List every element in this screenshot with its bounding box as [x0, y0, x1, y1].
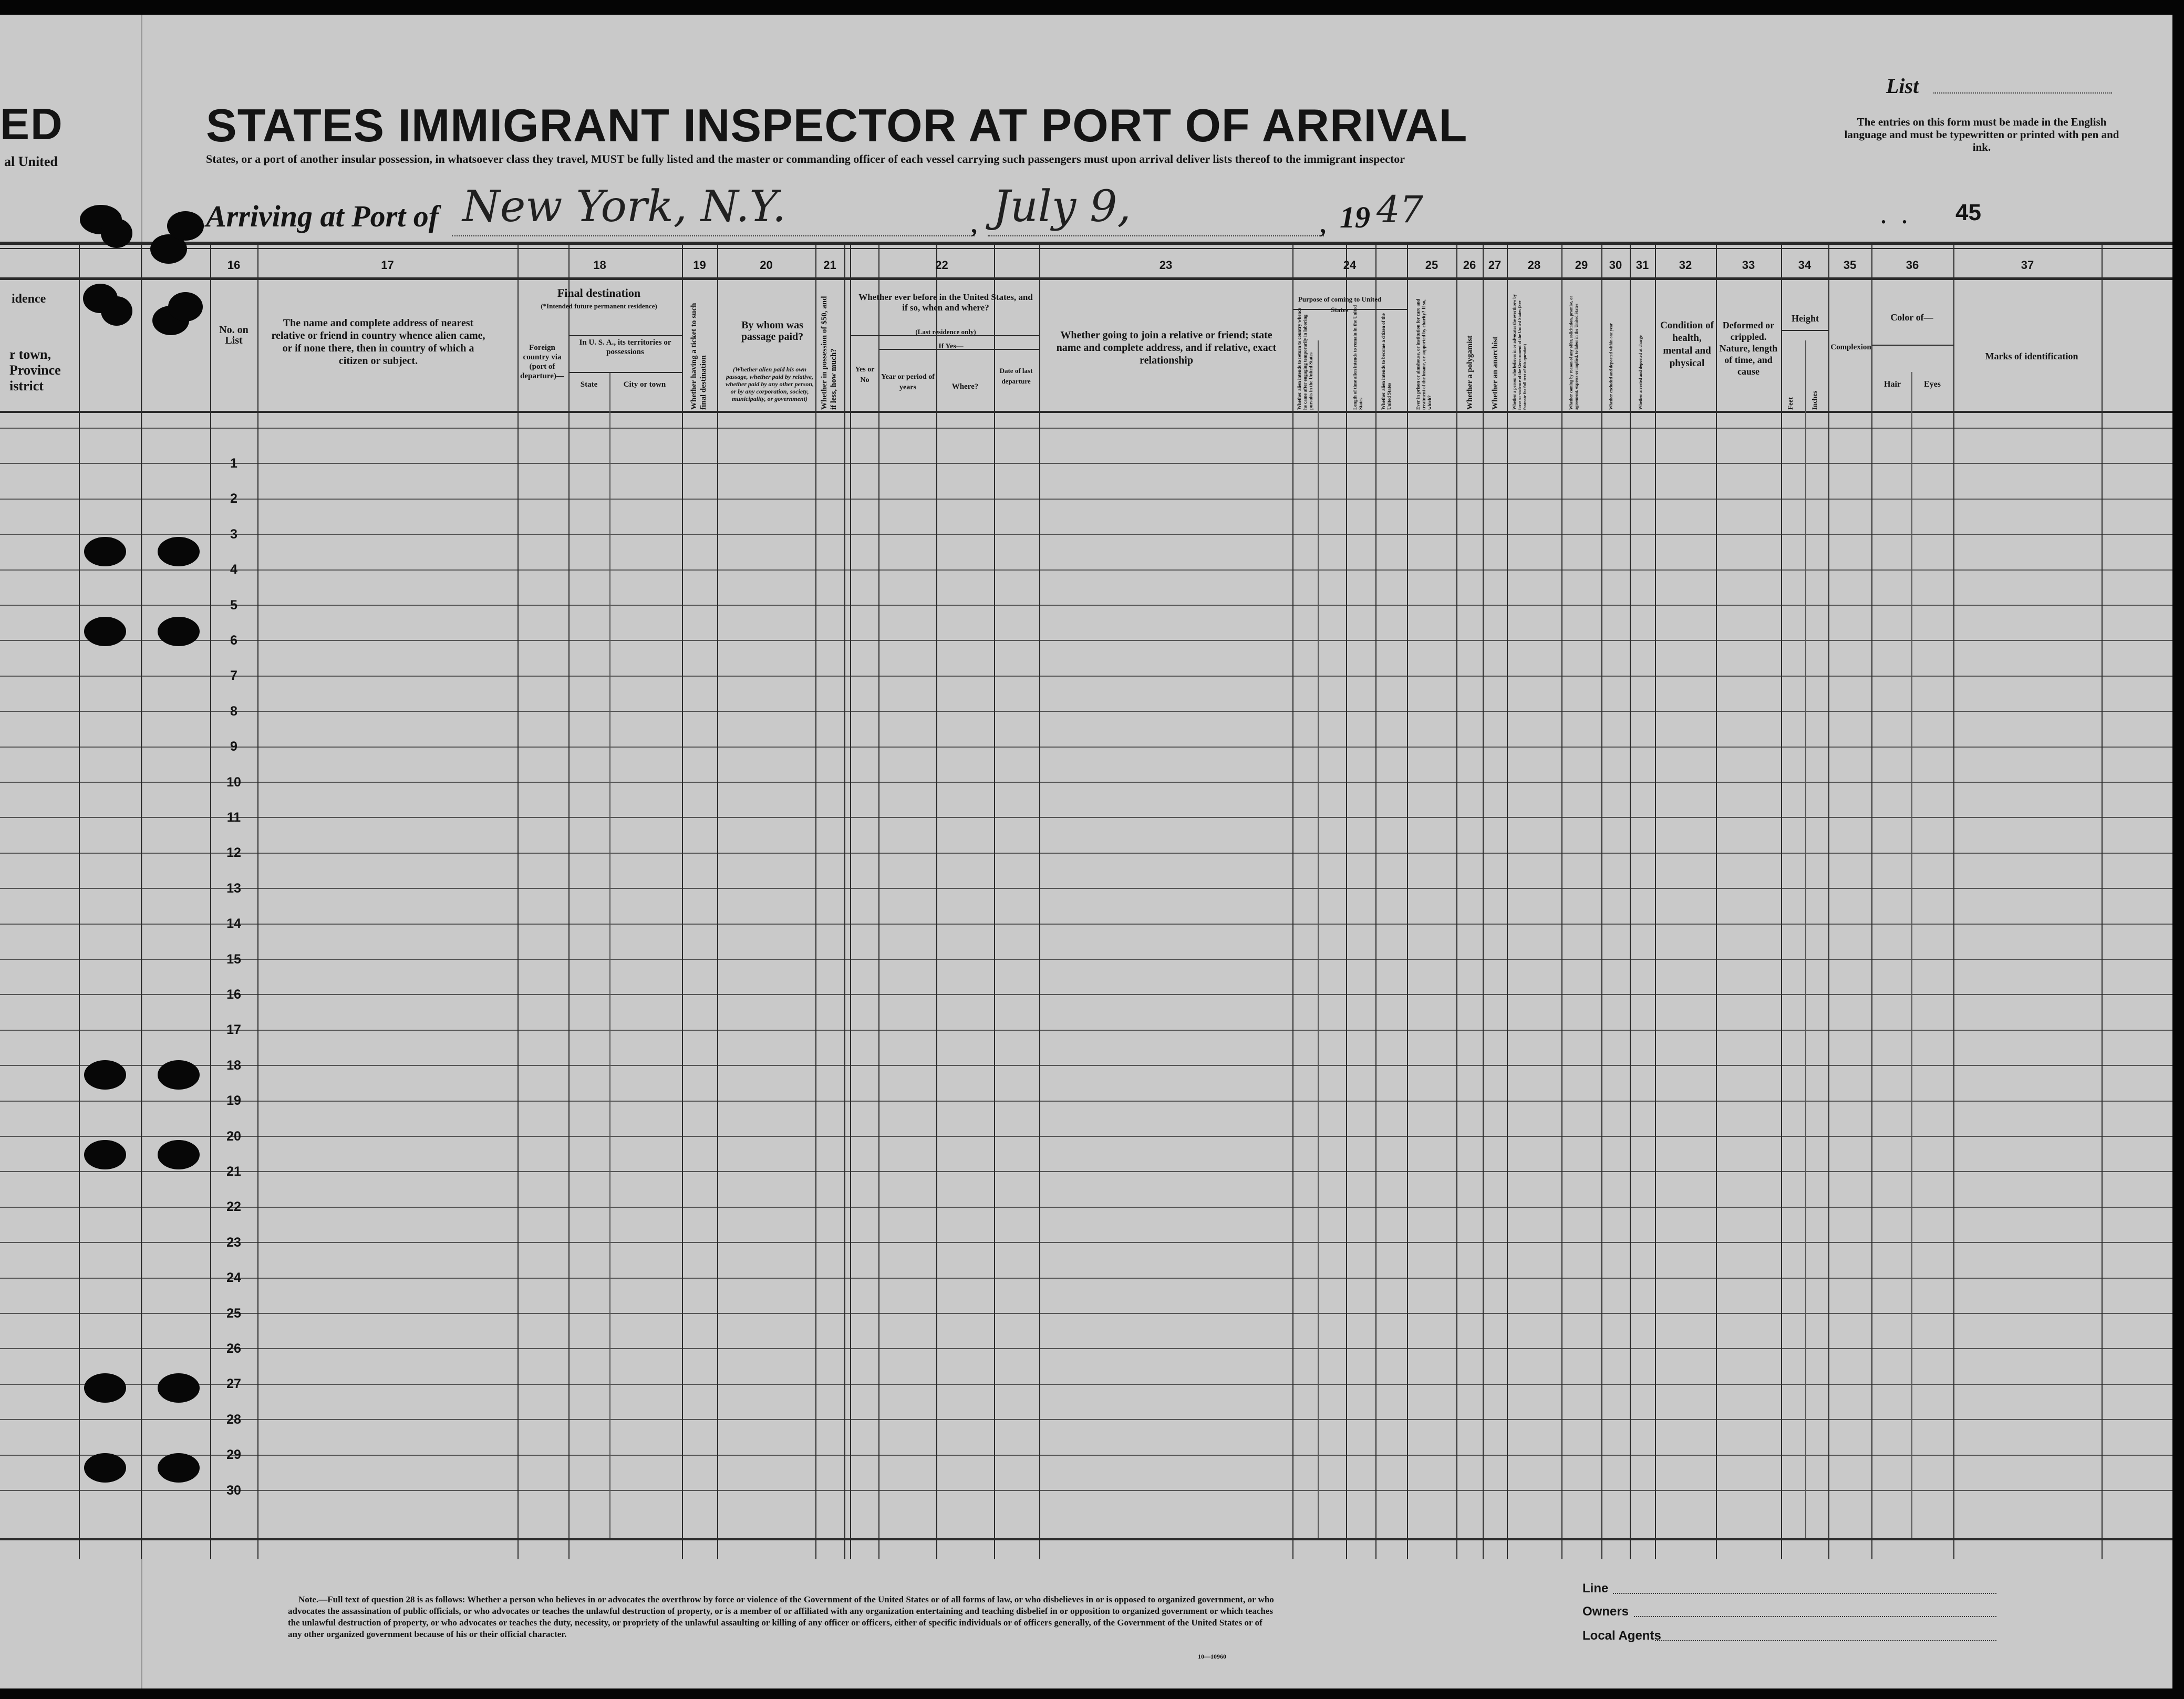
column-number: 30 — [1609, 258, 1622, 272]
punch-hole — [84, 537, 126, 566]
col31-header: Whether arrested and deported at charge — [1638, 335, 1643, 410]
port-of-arrival-handwritten: New York, N.Y. — [462, 182, 786, 232]
column-rule — [1456, 242, 1457, 1559]
local-agents-label: Local Agents — [1582, 1629, 1661, 1643]
column-number: 34 — [1798, 258, 1812, 272]
punch-hole — [84, 1453, 126, 1483]
column-rule — [2102, 242, 2103, 1559]
col22-header: Whether ever before in the United States, and if so, when and where? — [858, 292, 1033, 313]
column-rule — [994, 242, 995, 1559]
col36a-header: Hair — [1884, 380, 1901, 389]
row-number: 19 — [226, 1093, 241, 1109]
column-number: 23 — [1159, 258, 1173, 272]
row-number: 5 — [230, 597, 237, 613]
stamp-dots: . . — [1881, 204, 1907, 228]
year-handwritten: 47 — [1376, 188, 1424, 231]
col18b2-header: City or town — [623, 380, 666, 389]
row-rule — [0, 1207, 2172, 1208]
col18-subheader: (*Intended future permanent residence) — [541, 302, 657, 310]
col20-header: By whom was passage paid? — [741, 319, 804, 343]
local-agents-entry-line — [1655, 1640, 1996, 1641]
row-number: 29 — [226, 1447, 241, 1463]
column-rule — [1292, 242, 1293, 1559]
col23-header: Whether going to join a relative or friend; state name and complete address, and if relative, exact relationship — [1056, 329, 1277, 366]
date-line — [988, 235, 1324, 236]
column-rule — [1601, 242, 1602, 1559]
col19-header: Whether having a ticket to such final destination — [690, 303, 708, 410]
year-prefix: 19 — [1340, 200, 1370, 234]
col27-header: Whether an anarchist — [1491, 336, 1499, 410]
line-label: Line — [1582, 1581, 1609, 1596]
col37-header: Marks of identification — [1985, 351, 2078, 361]
column-rule — [1039, 242, 1040, 1559]
port-line — [452, 235, 975, 236]
port-comma: , — [971, 211, 977, 239]
column-number: 17 — [381, 258, 394, 272]
row-rule — [0, 1313, 2172, 1314]
arrival-date-handwritten: July 9, — [993, 182, 1131, 232]
subheader-rule — [1871, 345, 1953, 346]
column-rule — [1483, 242, 1484, 1559]
header-bottom-rule — [0, 411, 2172, 413]
col22-subheader: (Last residence only) — [915, 328, 976, 336]
row-rule — [0, 1490, 2172, 1491]
subcolumn-rule — [1911, 372, 1912, 1538]
row-number: 2 — [230, 491, 237, 506]
title-sub-left-fragment: al United — [4, 154, 58, 169]
form-title: STATES IMMIGRANT INSPECTOR AT PORT OF ARRIVAL — [206, 99, 1468, 151]
row-rule — [0, 1030, 2172, 1031]
row-number: 30 — [226, 1483, 241, 1498]
row-rule — [0, 499, 2172, 500]
row-number: 17 — [226, 1022, 241, 1038]
row-number: 15 — [226, 951, 241, 967]
column-number: 25 — [1425, 258, 1438, 272]
row-rule — [0, 782, 2172, 783]
col24-header: Purpose of coming to United States — [1298, 295, 1382, 314]
row-rule — [0, 1419, 2172, 1420]
row-number: 18 — [226, 1058, 241, 1073]
column-number: 20 — [760, 258, 773, 272]
row-rule — [0, 1171, 2172, 1172]
col30-header: Whether excluded and deported within one year — [1609, 323, 1613, 410]
column-rule — [517, 242, 519, 1559]
row-rule — [0, 1384, 2172, 1385]
col32-header: Condition of health, mental and physical — [1660, 320, 1714, 369]
column-rule — [936, 242, 937, 1559]
list-label: List — [1886, 74, 1919, 98]
row-rule — [0, 463, 2172, 464]
row-rule — [0, 640, 2172, 641]
col22a-header: Yes or No — [855, 366, 875, 384]
row-rule — [0, 1136, 2172, 1137]
column-number: 29 — [1575, 258, 1588, 272]
row-number: 14 — [226, 916, 241, 931]
column-rule — [1716, 242, 1717, 1559]
col17-header: The name and complete address of nearest relative or friend in country whence alien came, or if none there, then in country of which a citizen or subject. — [271, 317, 485, 367]
row-rule — [0, 569, 2172, 571]
column-number: 21 — [823, 258, 836, 272]
subheader-rule — [1781, 330, 1828, 331]
row-number: 27 — [226, 1376, 241, 1392]
row-number: 20 — [226, 1128, 241, 1144]
row-rule — [0, 428, 2172, 429]
row-number: 9 — [230, 739, 237, 754]
column-rule — [141, 242, 142, 1559]
column-number-rule — [0, 277, 2172, 280]
col36b-header: Eyes — [1924, 380, 1941, 389]
row-number: 7 — [230, 668, 237, 683]
column-number: 19 — [693, 258, 706, 272]
column-number: 26 — [1463, 258, 1476, 272]
punch-hole — [158, 1140, 200, 1169]
column-number: 33 — [1742, 258, 1755, 272]
left-fragment-heading: idence — [12, 292, 46, 306]
punch-hole — [158, 537, 200, 566]
col24a-header: Whether alien intends to return to country whence he came after engaging temporarily in laboring pursuits in the United States — [1297, 307, 1313, 410]
left-fragment-line-3: istrict — [9, 378, 44, 393]
punch-hole — [167, 211, 204, 241]
row-number: 10 — [226, 774, 241, 790]
column-rule — [1407, 242, 1408, 1559]
punch-hole — [84, 1373, 126, 1403]
punch-hole — [158, 1060, 200, 1090]
col22-if-yes: If Yes— — [938, 343, 964, 350]
subcolumn-rule — [609, 372, 610, 1538]
row-number: 6 — [230, 633, 237, 648]
column-rule — [568, 242, 570, 1559]
column-rule — [1828, 242, 1829, 1559]
col24c-header: Whether alien intends to become a citizen of the United States — [1381, 313, 1392, 410]
row-number: 16 — [226, 987, 241, 1002]
column-rule — [79, 242, 80, 1559]
row-number: 1 — [230, 456, 237, 471]
column-rule — [1561, 242, 1562, 1559]
col35-header: Complexion — [1830, 343, 1871, 351]
row-rule — [0, 1101, 2172, 1102]
left-fragment-line-1: r town, — [9, 347, 51, 362]
row-number: 12 — [226, 845, 241, 861]
column-rule — [210, 242, 211, 1559]
col29-header: Whether coming by reason of any offer, solicitation, promise, or agreement, express or implied, to labor in the United States — [1569, 296, 1579, 410]
column-number: 28 — [1527, 258, 1541, 272]
column-rule — [682, 242, 683, 1559]
col18b1-header: State — [580, 380, 598, 389]
col22d-header: Date of last departure — [999, 367, 1033, 385]
col34b-header: Inches — [1810, 390, 1818, 410]
column-rule — [1346, 242, 1347, 1559]
row-number: 26 — [226, 1341, 241, 1356]
row-rule — [0, 853, 2172, 854]
row-rule — [0, 605, 2172, 606]
row-number: 28 — [226, 1412, 241, 1427]
row-rule — [0, 1348, 2172, 1349]
row-rule — [0, 924, 2172, 925]
row-number: 23 — [226, 1235, 241, 1250]
punch-hole — [158, 1373, 200, 1403]
column-rule — [815, 242, 816, 1559]
col36-header: Color of— — [1890, 312, 1933, 323]
row-rule — [0, 959, 2172, 960]
row-rule — [0, 817, 2172, 818]
row-number: 24 — [226, 1270, 241, 1286]
col18b-header: In U. S. A., its territories or possessions — [579, 338, 671, 356]
column-rule — [1630, 242, 1631, 1559]
col33-header: Deformed or crippled. Nature, length of time, and cause — [1719, 320, 1778, 377]
list-number-line — [1933, 92, 2112, 94]
subcolumn-rule — [1318, 340, 1319, 1538]
manifest-paper — [0, 15, 2172, 1688]
col22b-header: Year or period of years — [881, 373, 935, 391]
column-number: 31 — [1636, 258, 1649, 272]
column-number: 24 — [1343, 258, 1357, 272]
punch-hole — [101, 296, 132, 326]
row-rule — [0, 1455, 2172, 1456]
column-rule — [844, 242, 845, 1559]
sheet-number: 45 — [1955, 200, 1981, 225]
header-rule-2 — [0, 248, 2172, 249]
row-number: 25 — [226, 1306, 241, 1321]
title-left-fragment: ED — [0, 99, 64, 149]
subheader-rule — [568, 372, 682, 373]
column-rule — [1375, 242, 1376, 1559]
header-top-rule — [0, 242, 2172, 245]
footer-note: Note.—Full text of question 28 is as follows: Whether a person who believes in or advocates the overthrow by force or violence of the Government of the United States or of all forms of law, or who disbelieves in or is opposed to organized government, or who advocates the assassination of public officials, or who advocates or teaches the unlawful destruction of property, or is a member of or affiliated with any organization entertaining and teaching disbelief in or opposition to organized government or which teaches the unlawful destruction of property, or who advocates or teaches the duty, necessity, or propriety of the unlawful assaulting or killing of any officer or officers, either of specific individuals or of officers generally, of the Government of the United States or of any other organized government because of his or their official character. — [288, 1594, 1274, 1639]
punch-hole — [101, 219, 132, 248]
column-rule — [878, 242, 879, 1559]
column-number: 22 — [935, 258, 948, 272]
col25-header: Ever in prison or almshouse, or institution for care and treatment of the insane, or supported by charity? If so, which? — [1415, 298, 1432, 410]
table-bottom-rule — [0, 1538, 2172, 1540]
column-number: 37 — [2021, 258, 2034, 272]
col26-header: Whether a polygamist — [1466, 335, 1474, 410]
col18a-header: Foreign country via (port of departure)— — [520, 344, 564, 380]
row-number: 11 — [226, 810, 241, 825]
col24b-header: Length of time alien intends to remain in the United States — [1352, 305, 1363, 410]
column-number: 18 — [593, 258, 606, 272]
row-rule — [0, 888, 2172, 889]
column-number: 16 — [227, 258, 241, 272]
column-number: 32 — [1679, 258, 1692, 272]
row-rule — [0, 534, 2172, 535]
line-entry-line — [1613, 1593, 1996, 1594]
punch-hole — [84, 1140, 126, 1169]
owners-label: Owners — [1582, 1604, 1629, 1619]
row-rule — [0, 994, 2172, 995]
row-number: 8 — [230, 703, 237, 719]
arriving-at-port-label: Arriving at Port of — [206, 199, 439, 233]
col28-header: Whether a person who believes in or advocates the overthrow by force or violence of the Government of the United States (See footnote for full text of this question) — [1512, 294, 1527, 410]
punch-hole — [168, 292, 203, 322]
instructions-note: The entries on this form must be made in the English language and must be typewritten or printed with pen and ink. — [1844, 116, 2119, 153]
row-rule — [0, 711, 2172, 712]
punch-hole — [84, 1060, 126, 1090]
row-number: 22 — [226, 1199, 241, 1215]
col18-header: Final destination — [557, 288, 641, 298]
column-number: 35 — [1843, 258, 1857, 272]
punch-hole — [84, 617, 126, 646]
column-number: 36 — [1906, 258, 1919, 272]
row-number: 13 — [226, 880, 241, 896]
date-comma: , — [1320, 211, 1326, 239]
form-subtitle: States, or a port of another insular possession, in whatsoever class they travel, MUST be fully listed and the master or commanding officer of each vessel carrying such passengers must upon arrival deliver lists thereof to the immigrant inspector — [206, 152, 1405, 165]
row-number: 4 — [230, 562, 237, 577]
row-number: 3 — [230, 526, 237, 542]
column-rule — [1871, 242, 1872, 1559]
punch-hole — [158, 1453, 200, 1483]
row-rule — [0, 1065, 2172, 1066]
column-rule — [257, 242, 258, 1559]
row-rule — [0, 1278, 2172, 1279]
col21-header: Whether in possession of $50, and if less, how much? — [820, 296, 838, 410]
row-number: 21 — [226, 1164, 241, 1179]
row-rule — [0, 676, 2172, 677]
owners-entry-line — [1634, 1616, 1996, 1617]
column-rule — [717, 242, 718, 1559]
column-rule — [1781, 242, 1782, 1559]
subcolumn-rule — [1805, 340, 1806, 1538]
form-code: 10—10960 — [1198, 1653, 1226, 1660]
column-rule — [1655, 242, 1656, 1559]
column-rule — [850, 242, 851, 1559]
col22c-header: Where? — [951, 382, 979, 391]
row-rule — [0, 1242, 2172, 1243]
col20-subheader: (Whether alien paid his own passage, whether paid by relative, whether paid by any other person, or by any corporation, society, municipality, or government) — [725, 366, 814, 402]
column-number: 27 — [1488, 258, 1502, 272]
col16-header: No. on List — [219, 325, 249, 346]
left-fragment-line-2: Province — [9, 362, 61, 378]
punch-hole — [158, 617, 200, 646]
column-rule — [1507, 242, 1508, 1559]
column-rule — [1953, 242, 1954, 1559]
col34a-header: Feet — [1786, 397, 1794, 410]
subheader-rule — [568, 335, 682, 336]
row-rule — [0, 747, 2172, 748]
col34-header: Height — [1792, 313, 1819, 324]
